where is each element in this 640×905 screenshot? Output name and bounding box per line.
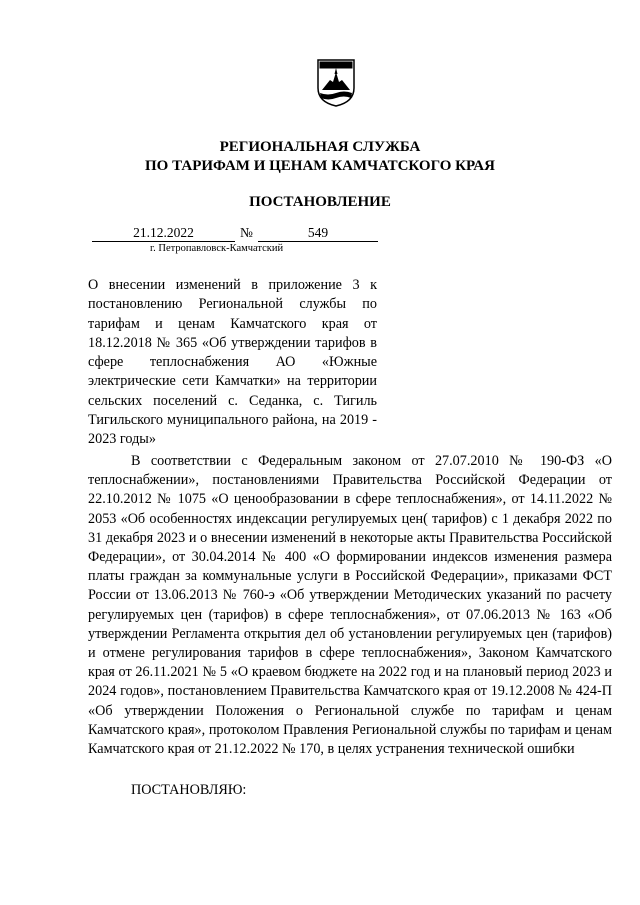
- organization-name: [0, 138, 640, 176]
- document-number: 549: [258, 226, 378, 242]
- resolve-heading: ПОСТАНОВЛЯЮ:: [131, 782, 247, 798]
- document-type: ПОСТАНОВЛЕНИЕ: [249, 194, 391, 210]
- document-body-paragraph: В соответствии с Федеральным законом от 27.07.2010 № 190-ФЗ «О теплоснабжении», постановлениями Правительства Российской Федерации от 22.10.2012 № 1075 «О ценообразовании в сфере теплоснабжения», от 14.11.2022 № 2053 «Об особенностях индексации регулируемых цен( тарифов) с 1 декабря 2022 по 31 декабря 2023 и о внесении изменений в некоторые акты Правительства Российской Федерации», от 30.04.2014 № 400 «О формировании индексов изменения размера платы граждан за коммунальные услуги в Российской Федерации», приказами ФСТ России от 13.06.2013 № 760-э «Об утверждении Методических указаний по расчету регулируемых цен (тарифов) в сфере теплоснабжения», от 07.06.2013 № 163 «Об утверждении Регламента открытия дел об установлении регулируемых цен (тарифов) и отмене регулирования тарифов в сфере теплоснабжения», Законом Камчатского края от 26.11.2021 № 5 «О краевом бюджете на 2022 год и на плановый период 2023 и 2024 годов», постановлением Правительства Камчатского края от 19.12.2008 № 424-П «Об утверждении Положения о Региональной службе по тарифам и ценам Камчатского края», протоколом Правления Региональной службы по тарифам и ценам Камчатского края от 21.12.2022 № 170, в целях устранения технической ошибки: [88, 453, 612, 758]
- document-city: г. Петропавловск-Камчатский: [150, 243, 284, 254]
- number-sign: №: [240, 225, 253, 240]
- document-date: 21.12.2022: [92, 226, 235, 242]
- org-line-1: РЕГИОНАЛЬНАЯ СЛУЖБА: [219, 139, 421, 155]
- document-subject: О внесении изменений в приложение 3 к постановлению Региональной службы по тарифам и ценам Камчатского края от 18.12.2018 № 365 «Об утверждении тарифов в сфере теплоснабжения АО «Южные электрические сети Камчатки» на территории сельских поселений с. Седанка, с. Тигиль Тигильского муниципального района, на 2019 - 2023 годы»: [88, 277, 377, 448]
- coat-of-arms-icon: [316, 58, 356, 108]
- org-line-2: ПО ТАРИФАМ И ЦЕНАМ КАМЧАТСКОГО КРАЯ: [145, 158, 495, 174]
